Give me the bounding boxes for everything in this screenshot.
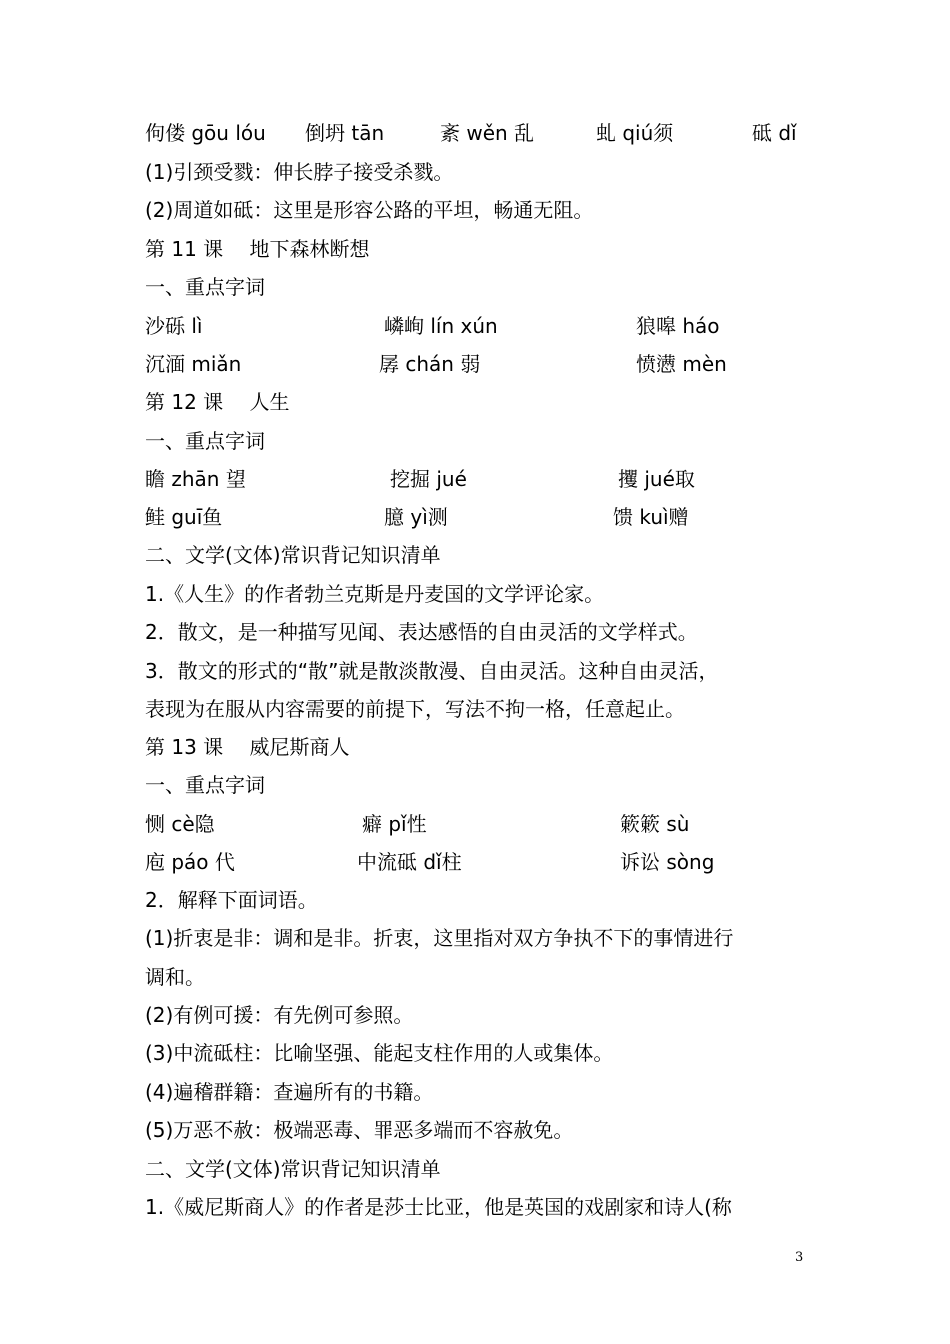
lesson-title: 第 13 课 威尼斯商人 xyxy=(145,735,350,759)
vocab-item: 挖掘 jué xyxy=(390,467,467,491)
list-item: 1.《人生》的作者勃兰克斯是丹麦国的文学评论家。 xyxy=(145,582,605,606)
vocab-item: 狼嗥 háo xyxy=(636,314,720,338)
page-number: 3 xyxy=(795,1250,804,1265)
vocab-item: 虬 qiú须 xyxy=(596,121,674,145)
section-heading: 一、重点字词 xyxy=(145,429,265,453)
vocab-item: 愤懑 mèn xyxy=(636,352,727,376)
definition-line: (5)万恶不赦：极端恶毒、罪恶多端而不容赦免。 xyxy=(145,1118,574,1142)
lesson-title: 第 12 课 人生 xyxy=(145,390,290,414)
section-heading: 二、文学(文体)常识背记知识清单 xyxy=(145,543,441,567)
vocab-item: 佝偻 gōu lóu xyxy=(145,121,266,145)
vocab-item: 簌簌 sù xyxy=(620,812,690,836)
vocab-item: 沉湎 miǎn xyxy=(145,352,242,376)
definition-line: (3)中流砥柱：比喻坚强、能起支柱作用的人或集体。 xyxy=(145,1041,614,1065)
list-item-continuation: 表现为在服从内容需要的前提下，写法不拘一格，任意起止。 xyxy=(145,697,685,721)
definition-continuation: 调和。 xyxy=(145,965,205,989)
definition-line: (4)遍稽群籍：查遍所有的书籍。 xyxy=(145,1080,434,1104)
section-heading: 二、文学(文体)常识背记知识清单 xyxy=(145,1157,441,1181)
list-item: 2．散文，是一种描写见闻、表达感悟的自由灵活的文学样式。 xyxy=(145,620,698,644)
vocab-item: 瞻 zhān 望 xyxy=(145,467,246,491)
vocab-item: 嶙峋 lín xún xyxy=(384,314,498,338)
vocab-item: 紊 wěn 乱 xyxy=(440,121,535,145)
definition-line: (1)折衷是非：调和是非。折衷，这里指对双方争执不下的事情进行 xyxy=(145,926,734,950)
vocab-item: 倒坍 tān xyxy=(305,121,385,145)
section-heading: 一、重点字词 xyxy=(145,773,265,797)
definition-line: (2)有例可援：有先例可参照。 xyxy=(145,1003,414,1027)
vocab-item: 鲑 guī鱼 xyxy=(145,505,223,529)
vocab-item: 癖 pǐ性 xyxy=(362,812,427,836)
vocab-item: 庖 páo 代 xyxy=(145,850,235,874)
vocab-item: 臆 yì测 xyxy=(384,505,448,529)
vocab-item: 孱 chán 弱 xyxy=(379,352,481,376)
vocab-item: 诉讼 sòng xyxy=(620,850,715,874)
list-item: 2．解释下面词语。 xyxy=(145,888,318,912)
vocab-item: 攫 jué取 xyxy=(618,467,695,491)
lesson-title: 第 11 课 地下森林断想 xyxy=(145,237,370,261)
vocab-item: 沙砾 lì xyxy=(145,314,203,338)
list-item: 1.《威尼斯商人》的作者是莎士比亚，他是英国的戏剧家和诗人(称 xyxy=(145,1195,732,1219)
list-item: 3．散文的形式的“散”就是散淡散漫、自由灵活。这种自由灵活， xyxy=(145,659,719,683)
vocab-item: 馈 kuì赠 xyxy=(613,505,689,529)
vocab-item: 砥 dǐ xyxy=(752,121,797,145)
section-heading: 一、重点字词 xyxy=(145,275,265,299)
vocab-item: 中流砥 dǐ柱 xyxy=(357,850,462,874)
definition-line: (1)引颈受戮：伸长脖子接受杀戮。 xyxy=(145,160,454,184)
definition-line: (2)周道如砥：这里是形容公路的平坦，畅通无阻。 xyxy=(145,198,594,222)
vocab-item: 恻 cè隐 xyxy=(145,812,215,836)
